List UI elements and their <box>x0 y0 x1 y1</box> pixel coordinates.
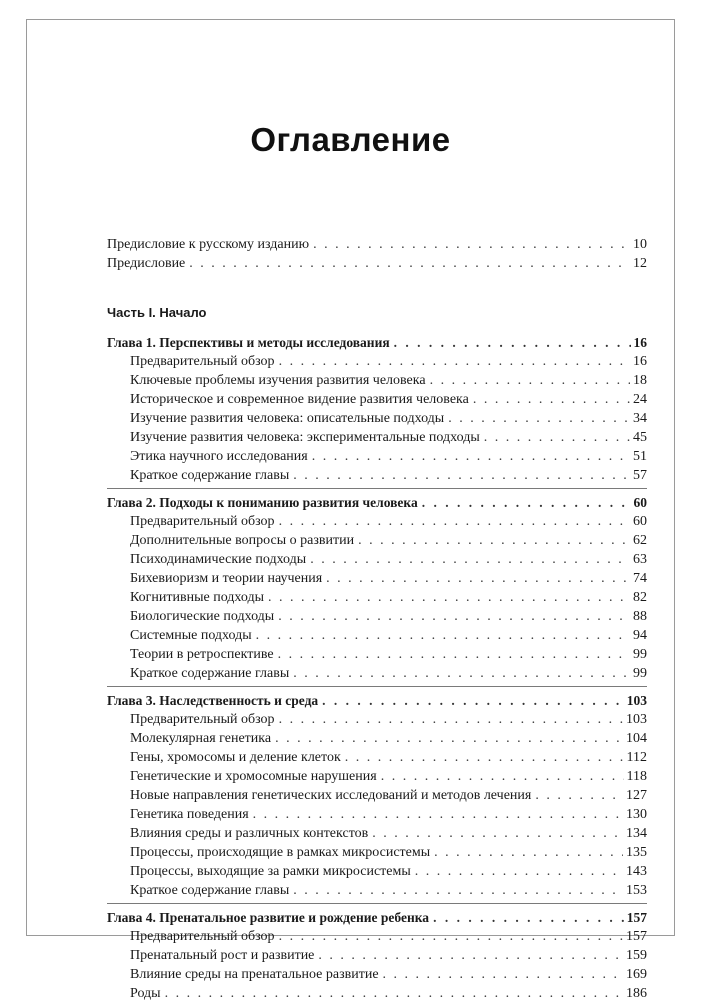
dot-leader <box>535 786 623 805</box>
section-page: 112 <box>626 750 647 765</box>
page-title: Оглавление <box>250 121 451 158</box>
section-title: Бихевиоризм и теории научения <box>130 571 323 586</box>
section-title: Предварительный обзор <box>130 354 275 369</box>
section-page: 127 <box>626 788 647 803</box>
toc-chapter-3[interactable] <box>107 691 647 710</box>
dot-leader <box>358 531 630 550</box>
section-title: Генетические и хромосомные нарушения <box>130 769 377 784</box>
dot-leader <box>448 409 630 428</box>
toc-section[interactable] <box>107 447 647 466</box>
dot-leader <box>253 805 623 824</box>
section-page: 118 <box>626 769 647 784</box>
section-title: Психодинамические подходы <box>130 552 307 567</box>
section-title: Влияния среды и различных контекстов <box>130 826 369 841</box>
dot-leader <box>293 466 630 485</box>
toc-section[interactable] <box>107 805 647 824</box>
toc-section[interactable] <box>107 607 647 626</box>
section-page: 130 <box>626 807 647 822</box>
chapter-divider <box>107 686 647 687</box>
section-page: 16 <box>633 354 647 369</box>
toc-section[interactable] <box>107 588 647 607</box>
dot-leader <box>383 965 623 984</box>
section-page: 186 <box>626 986 647 1001</box>
dot-leader <box>279 512 630 531</box>
toc-section[interactable] <box>107 824 647 843</box>
chapter-list <box>107 333 647 1003</box>
toc-section[interactable] <box>107 531 647 550</box>
section-page: 159 <box>626 948 647 963</box>
toc-section[interactable] <box>107 371 647 390</box>
chapter-title: Глава 4. Пренатальное развитие и рождение ребенка <box>107 910 430 925</box>
section-title: Предварительный обзор <box>130 514 275 529</box>
toc-entry-page: 12 <box>633 256 647 271</box>
section-page: 88 <box>633 609 647 624</box>
section-title: Изучение развития человека: экспериментальные подходы <box>130 430 480 445</box>
dot-leader <box>422 493 631 512</box>
toc-section[interactable] <box>107 729 647 748</box>
toc-section[interactable] <box>107 843 647 862</box>
dot-leader <box>268 588 630 607</box>
section-page: 134 <box>626 826 647 841</box>
section-title: Системные подходы <box>130 628 252 643</box>
section-title: Когнитивные подходы <box>130 590 265 605</box>
dot-leader <box>394 333 631 352</box>
section-title: Новые направления генетических исследований и методов лечения <box>130 788 532 803</box>
chapter-title: Глава 2. Подходы к пониманию развития человека <box>107 495 418 510</box>
section-title: Краткое содержание главы <box>130 666 290 681</box>
toc-entry-label: Предисловие к русскому изданию <box>107 237 310 252</box>
section-page: 18 <box>633 373 647 388</box>
section-page: 62 <box>633 533 647 548</box>
toc-entry-page: 10 <box>633 237 647 252</box>
chapter-page: 103 <box>626 693 647 708</box>
book-page <box>26 19 675 1001</box>
section-page: 82 <box>633 590 647 605</box>
dot-leader <box>275 729 623 748</box>
chapter-title: Глава 3. Наследственность и среда <box>107 693 319 708</box>
toc-section[interactable] <box>107 550 647 569</box>
chapter-page: 157 <box>626 910 647 925</box>
toc-section[interactable] <box>107 965 647 984</box>
section-title: Молекулярная генетика <box>130 731 272 746</box>
dot-leader <box>310 550 630 569</box>
section-title: Влияние среды на пренатальное развитие <box>130 967 379 982</box>
section-title: Теории в ретроспективе <box>130 647 274 662</box>
toc-section[interactable] <box>107 466 647 485</box>
section-page: 104 <box>626 731 647 746</box>
part-heading: Часть I. Начало <box>107 305 207 320</box>
dot-leader <box>372 824 623 843</box>
section-page: 153 <box>626 883 647 898</box>
section-title: Пренатальный рост и развитие <box>130 948 315 963</box>
table-of-contents <box>107 235 647 1003</box>
toc-chapter-2[interactable] <box>107 493 647 512</box>
toc-section[interactable] <box>107 645 647 664</box>
dot-leader <box>278 607 630 626</box>
section-page: 34 <box>633 411 647 426</box>
section-page: 99 <box>633 647 647 662</box>
section-title: Ключевые проблемы изучения развития человека <box>130 373 426 388</box>
section-title: Краткое содержание главы <box>130 883 290 898</box>
section-title: Генетика поведения <box>130 807 249 822</box>
dot-leader <box>279 352 630 371</box>
section-page: 74 <box>633 571 647 586</box>
section-title: Гены, хромосомы и деление клеток <box>130 750 341 765</box>
dot-leader <box>434 843 623 862</box>
section-title: Биологические подходы <box>130 609 275 624</box>
toc-entry-label: Предисловие <box>107 256 186 271</box>
section-page: 45 <box>633 430 647 445</box>
chapter-divider <box>107 903 647 904</box>
section-title: Краткое содержание главы <box>130 468 290 483</box>
section-page: 99 <box>633 666 647 681</box>
section-title: Дополнительные вопросы о развитии <box>130 533 355 548</box>
dot-leader <box>279 710 623 729</box>
section-title: Этика научного исследования <box>130 449 308 464</box>
toc-section[interactable] <box>107 352 647 371</box>
dot-leader <box>484 428 630 447</box>
dot-leader <box>278 645 630 664</box>
toc-section[interactable] <box>107 862 647 881</box>
toc-section[interactable] <box>107 927 647 946</box>
dot-leader <box>293 664 630 683</box>
toc-chapter-1[interactable] <box>107 333 647 352</box>
section-page: 94 <box>633 628 647 643</box>
section-page: 103 <box>626 712 647 727</box>
toc-section[interactable] <box>107 710 647 729</box>
toc-section[interactable] <box>107 767 647 786</box>
toc-section[interactable] <box>107 390 647 409</box>
dot-leader <box>279 927 623 946</box>
section-page: 157 <box>626 929 647 944</box>
section-title: Изучение развития человека: описательные подходы <box>130 411 445 426</box>
section-title: Процессы, происходящие в рамках микросистемы <box>130 845 431 860</box>
section-page: 60 <box>633 514 647 529</box>
section-page: 169 <box>626 967 647 982</box>
dot-leader <box>322 691 624 710</box>
dot-leader <box>312 447 630 466</box>
dot-leader <box>165 984 623 1003</box>
dot-leader <box>381 767 624 786</box>
chapter-divider <box>107 488 647 489</box>
section-page: 63 <box>633 552 647 567</box>
dot-leader <box>433 908 624 927</box>
section-page: 24 <box>633 392 647 407</box>
toc-section[interactable] <box>107 512 647 531</box>
section-page: 57 <box>633 468 647 483</box>
section-page: 51 <box>633 449 647 464</box>
chapter-page: 16 <box>633 335 647 350</box>
toc-section[interactable] <box>107 786 647 805</box>
section-title: Предварительный обзор <box>130 929 275 944</box>
section-title: Предварительный обзор <box>130 712 275 727</box>
toc-section[interactable] <box>107 664 647 683</box>
toc-section[interactable] <box>107 428 647 447</box>
toc-section[interactable] <box>107 626 647 645</box>
toc-section[interactable] <box>107 569 647 588</box>
section-page: 135 <box>626 845 647 860</box>
toc-section[interactable] <box>107 748 647 767</box>
section-title: Роды <box>130 986 161 1001</box>
section-title: Историческое и современное видение развития человека <box>130 392 469 407</box>
section-page: 143 <box>626 864 647 879</box>
dot-leader <box>326 569 630 588</box>
section-title: Процессы, выходящие за рамки микросистемы <box>130 864 411 879</box>
dot-leader <box>256 626 630 645</box>
dot-leader <box>430 371 630 390</box>
chapter-page: 60 <box>633 495 647 510</box>
chapter-title: Глава 1. Перспективы и методы исследования <box>107 335 390 350</box>
dot-leader <box>415 862 623 881</box>
toc-chapter-4[interactable] <box>107 908 647 927</box>
dot-leader <box>313 235 630 254</box>
dot-leader <box>293 881 623 900</box>
toc-section[interactable] <box>107 881 647 900</box>
toc-entry-foreword-russian[interactable] <box>107 235 647 254</box>
dot-leader <box>345 748 624 767</box>
dot-leader <box>473 390 630 409</box>
toc-entry-foreword[interactable] <box>107 254 647 273</box>
dot-leader <box>189 254 630 273</box>
toc-section[interactable] <box>107 409 647 428</box>
toc-section[interactable] <box>107 984 647 1003</box>
